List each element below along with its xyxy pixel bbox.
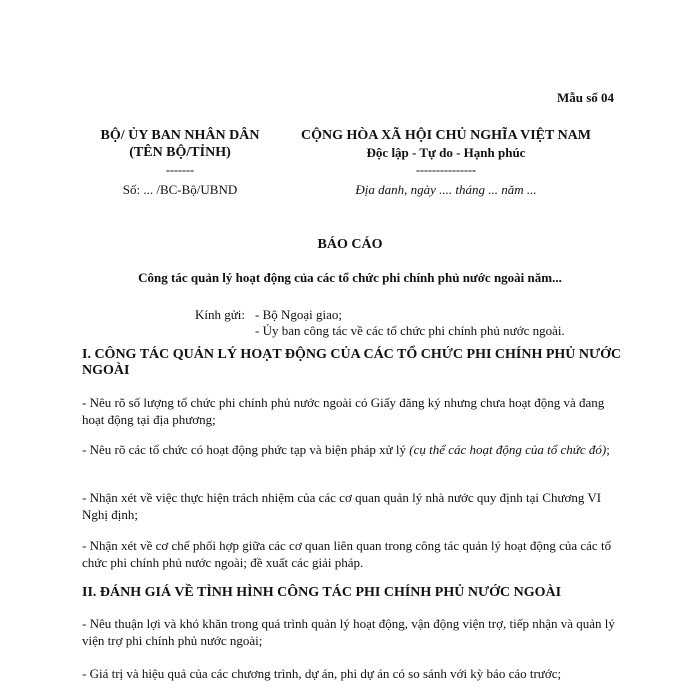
- paragraph: - Nhận xét về việc thực hiện trách nhiệm của các cơ quan quản lý nhà nước quy định tại Chương VI Nghị định;: [82, 490, 602, 522]
- section-heading: II. ĐÁNH GIÁ VỀ TÌNH HÌNH CÔNG TÁC PHI CHÍNH PHỦ NƯỚC NGOÀI: [82, 585, 562, 600]
- recipients-label: Kính gửi:: [195, 307, 246, 322]
- paragraph: - Nêu rõ số lượng tổ chức phi chính phủ nước ngoài có Giấy đăng ký nhưng chưa hoạt động và đang hoạt động tại địa phương;: [82, 395, 605, 427]
- left-divider: -------: [166, 163, 194, 177]
- paragraph: - Giá trị và hiệu quả của các chương trình, dự án, phi dự án có so sánh với kỳ báo cáo trước;: [82, 666, 562, 681]
- agency-name: BỘ/ ỦY BAN NHÂN DÂN: [100, 128, 260, 143]
- paragraph: [82, 441, 620, 458]
- national-title: CỘNG HÒA XÃ HỘI CHỦ NGHĨA VIỆT NAM: [300, 128, 591, 143]
- right-divider: ---------------: [416, 163, 476, 177]
- paragraph: - Nhận xét về cơ chế phối hợp giữa các cơ quan liên quan trong công tác quản lý hoạt động của các tổ chức phi chính phủ nước ngoài; đề xuất các giải pháp.: [82, 538, 612, 570]
- place-and-date: Địa danh, ngày .... tháng ... năm ...: [355, 182, 537, 197]
- document-number: Số: ... /BC-Bộ/UBND: [122, 182, 238, 197]
- document-title: BÁO CÁO: [317, 237, 383, 252]
- form-number: Mẫu số 04: [557, 90, 615, 105]
- paragraph-punctuation: ;: [606, 442, 610, 457]
- paragraph: - Nêu thuận lợi và khó khăn trong quá trình quản lý hoạt động, vận động viện trợ, tiếp nhận và quản lý viện trợ phi chính phủ nước ngoài;: [82, 616, 615, 648]
- recipient-item: - Ủy ban công tác về các tổ chức phi chính phủ nước ngoài.: [255, 323, 565, 338]
- agency-placeholder: (TÊN BỘ/TỈNH): [129, 145, 231, 160]
- recipient-item: - Bộ Ngoại giao;: [255, 307, 343, 322]
- paragraph-text: - Nêu rõ các tổ chức có hoạt động phức tạp và biện pháp xử lý: [82, 442, 410, 457]
- paragraph-italic-note: (cụ thể các hoạt động của tổ chức đó): [409, 442, 607, 457]
- document-subtitle: Công tác quản lý hoạt động của các tổ chức phi chính phủ nước ngoài năm...: [138, 270, 562, 285]
- section-heading: I. CÔNG TÁC QUẢN LÝ HOẠT ĐỘNG CỦA CÁC TỔ CHỨC PHI CHÍNH PHỦ NƯỚC NGOÀI: [82, 347, 622, 378]
- national-motto: Độc lập - Tự do - Hạnh phúc: [366, 145, 526, 160]
